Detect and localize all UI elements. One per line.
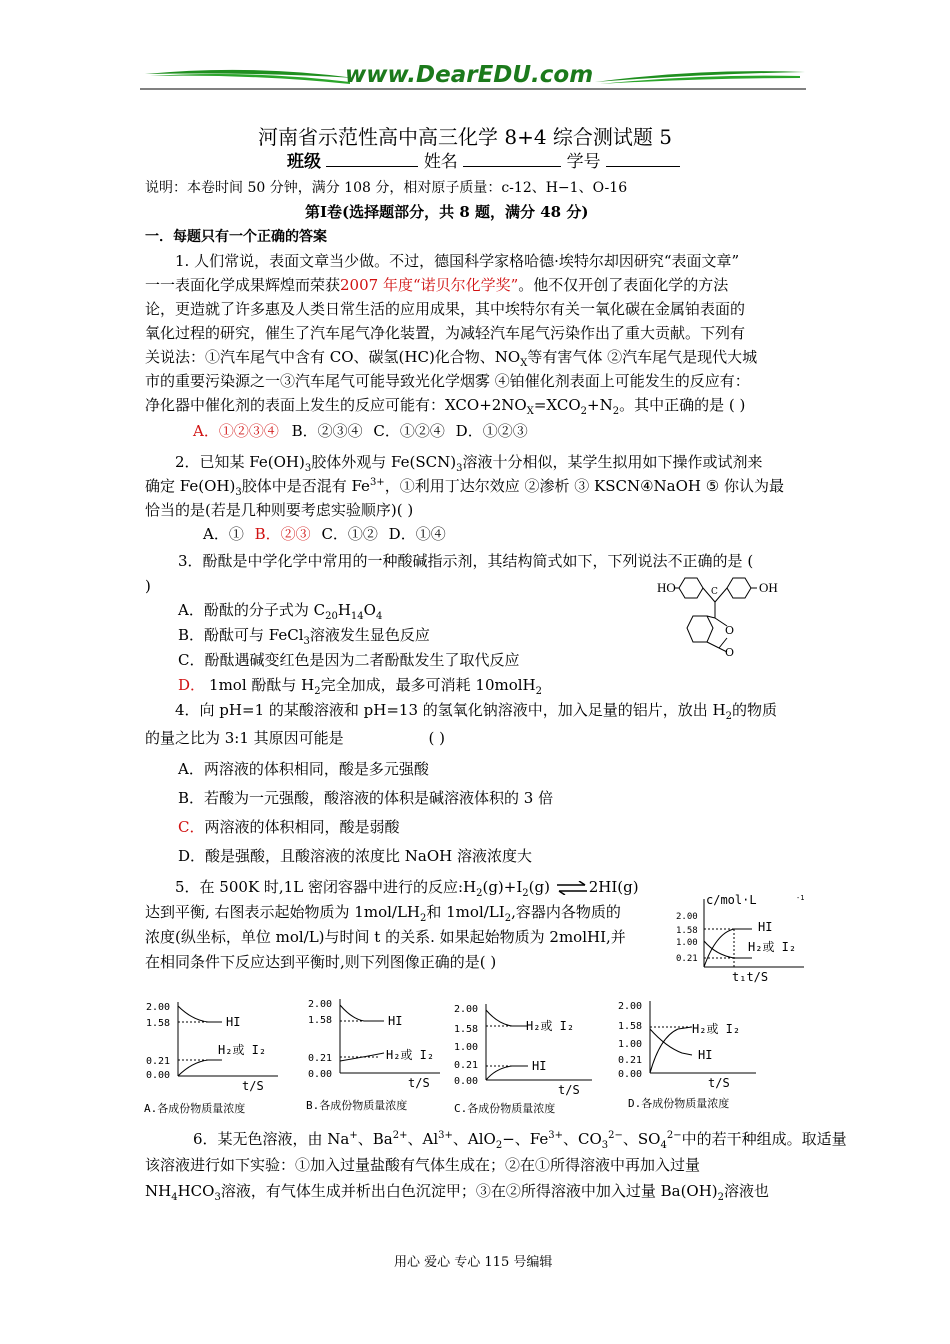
- q1-line1: 1. 人们常说，表面文章当少做。不过，德国科学家格哈德·埃特尔却因研究“表面文章”: [175, 252, 740, 270]
- tick-label: 1.00: [618, 1039, 643, 1050]
- q5-text: (g)+I: [482, 878, 523, 896]
- q6-text: 、Al: [407, 1130, 439, 1148]
- q3-text: A．酚酞的分子式为 C: [178, 601, 326, 619]
- graph-y-title: c/mol·L: [706, 893, 757, 907]
- q2-line1: 2．已知某 $Fe(OH)_3$胶体外观与 $Fe(SCN)_3$溶液十分相似，某学生拟用如下操作或试剂来: [175, 453, 763, 474]
- q1-text: =XCO: [533, 396, 581, 414]
- tick-label: 1.00: [676, 938, 698, 948]
- q4-option-c: [178, 816, 400, 838]
- tick-label: 2.00: [308, 999, 333, 1010]
- graph-x-label: t/S: [242, 1079, 264, 1093]
- q4-option-b: B．若酸为一元强酸，酸溶液的体积是碱溶液体积的 3 倍: [178, 789, 554, 807]
- equilibrium-arrow-icon: [555, 881, 589, 895]
- class-label: 班级: [287, 152, 321, 172]
- struct-ho: HO: [657, 580, 676, 595]
- tick-label: 0.21: [454, 1060, 479, 1071]
- svg-text:C: C: [711, 587, 718, 597]
- q3-text: 4: [375, 611, 383, 622]
- page-footer: 用心 爱心 专心 115 号编辑: [394, 1255, 553, 1270]
- q5-text: (g): [528, 878, 550, 896]
- q2-text: 胶体外观与 Fe(SCN): [311, 453, 457, 471]
- q6-line1: 6．某无色溶液，由 Na+、$Ba^{2+}$、$Al^{3+}$、AlO$_2$−、$Fe^{3+}$、$CO_3^{2-}$、$SO_4^{2-}$中的若干种组成。取适量: [193, 1130, 847, 1151]
- q1-text: 净化器中催化剂的表面上发生的反应可能有：XCO+2NO: [145, 396, 527, 414]
- q2-line2: 确定 $Fe(OH)_3$胶体中是否混有 $Fe^{3+}$，①利用丁达尔效应 ②渗析 ③ KSCN④NaOH ⑤ 你认为最: [145, 477, 784, 498]
- tick-label: 1.58: [146, 1018, 171, 1029]
- q5-option-graph-a: [142, 998, 292, 1116]
- subscript-2: 2: [580, 406, 587, 417]
- q4-answer-paren: ( ): [428, 729, 445, 747]
- graph-x-label: t/S: [408, 1076, 430, 1090]
- struct-oh: OH: [759, 580, 778, 595]
- name-label: 姓名: [423, 152, 458, 172]
- tick-label: 0.21: [308, 1053, 333, 1064]
- q3-option-d: D． 1mol 酚酞与 $H_2$完全加成，最多可消耗 10molH$_2$: [178, 676, 542, 697]
- q3-text: B．酚酞可与 FeCl: [178, 626, 304, 644]
- q3-option-c: C．酚酞遇碱变红色是因为二者酚酞发生了取代反应: [178, 651, 520, 669]
- tick-label: 0.21: [146, 1056, 171, 1067]
- series-label-lower: H₂或 I₂: [386, 1048, 435, 1062]
- q4-text: 的量之比为 3:1 其原因可能是: [145, 729, 344, 747]
- q3-text: 14: [350, 611, 364, 622]
- q3-text: 完全加成，最多可消耗 10molH: [320, 676, 536, 694]
- series-label-h2-i2: H₂或 I₂: [748, 940, 797, 954]
- tick-label: 0.21: [618, 1055, 643, 1066]
- graph-caption: C.各成份物质量浓度: [454, 1102, 556, 1115]
- tick-label: 1.58: [676, 926, 698, 936]
- q1-line2: [145, 274, 728, 296]
- q6-text: 6．某无色溶液，由 Na: [193, 1130, 350, 1148]
- graph-caption: B.各成份物质量浓度: [306, 1099, 408, 1112]
- q2-line3: 恰当的是(若是几种则要考虑实验顺序)( ): [145, 501, 414, 519]
- q6-text: 溶液也: [724, 1182, 770, 1200]
- series-label-lower: HI: [532, 1059, 547, 1073]
- q1-text: 等有害气体 ②汽车尾气是现代大城: [527, 348, 758, 366]
- tick-label: 2.00: [454, 1004, 479, 1015]
- q1-text: 。其中正确的是 ( ): [619, 396, 746, 414]
- name-blank: [463, 166, 561, 167]
- q1-line7: [145, 394, 745, 416]
- tick-label: 0.00: [308, 1069, 333, 1080]
- q3-option-b: B．酚酞可与 FeCl$_3$溶液发生显色反应: [178, 626, 430, 647]
- q5-option-graph-b: [304, 995, 454, 1113]
- q6-text: 、CO: [563, 1130, 602, 1148]
- tick-label: 1.58: [454, 1024, 479, 1035]
- graph-y-title-sup: -1: [796, 894, 805, 902]
- tick-label: 2.00: [676, 912, 698, 922]
- tick-label: 1.58: [308, 1015, 333, 1026]
- part-heading: 一．每题只有一个正确的答案: [145, 229, 327, 245]
- tick-label: 0.21: [676, 954, 698, 964]
- q3-line1: 3．酚酞是中学化学中常用的一种酸碱指示剂，其结构简式如下，下列说法不正确的是 (: [178, 552, 754, 570]
- q1-options: [193, 420, 528, 442]
- q2-option-a: A．①: [203, 525, 244, 543]
- series-label-upper: H₂或 I₂: [526, 1019, 575, 1033]
- q6-line2: 该溶液进行如下实验：①加入过量盐酸有气体生成在；②在①所得溶液中再加入过量: [145, 1156, 701, 1174]
- q5-line4: 在相同条件下反应达到平衡时,则下列图像正确的是( ): [145, 953, 497, 971]
- q5-option-graph-c: [452, 1000, 602, 1118]
- instructions: 说明：本卷时间 50 分钟，满分 108 分，相对原子质量：c-12、H−1、O-16: [145, 180, 628, 196]
- q2-option-b: B．②③: [254, 525, 311, 543]
- series-label-lower: H₂或 I₂: [218, 1043, 267, 1057]
- q2-text: ，①利用丁达尔效应 ②渗析 ③ KSCN④NaOH ⑤ 你认为最: [384, 477, 784, 495]
- tick-label: 2.00: [146, 1002, 171, 1013]
- q6-text: 中的若干种组成。取适量: [681, 1130, 847, 1148]
- svg-text:O: O: [725, 624, 735, 637]
- q6-text: −、Fe: [502, 1130, 549, 1148]
- q3-option-a: [178, 599, 382, 621]
- q6-text: 溶液，有气体生成并析出白色沉淀甲；③在②所得溶液中加入过量 Ba(OH): [220, 1182, 718, 1200]
- q2-text: 确定 Fe(OH): [145, 477, 236, 495]
- q6-text: 、AlO: [452, 1130, 496, 1148]
- q3-line2: ): [145, 577, 151, 595]
- graph-caption: D.各成份物质量浓度: [628, 1097, 730, 1110]
- q6-line3: $NH_4HCO_3$溶液，有气体生成并析出白色沉淀甲；③在②所得溶液中加入过量 $Ba(OH)_2$溶液也: [145, 1182, 770, 1203]
- series-label-upper: HI: [388, 1014, 403, 1028]
- series-label-upper: H₂或 I₂: [692, 1022, 741, 1036]
- tick-label: 1.00: [454, 1042, 479, 1053]
- number-label: 学号: [566, 152, 601, 172]
- graph-x-label: t/S: [708, 1076, 730, 1090]
- graph-caption: A.各成份物质量浓度: [144, 1102, 246, 1115]
- graph-x-label: t/S: [558, 1083, 580, 1097]
- q6-text: 、SO: [622, 1130, 661, 1148]
- q3-text: H: [337, 601, 351, 619]
- tick-label: 0.00: [454, 1076, 479, 1087]
- q1-option-a: A．①②③④: [193, 422, 279, 440]
- q5-text: ,容器内各物质的: [511, 903, 621, 921]
- q3-text: O: [363, 601, 376, 619]
- q6-text: NH: [145, 1182, 172, 1200]
- q3-option-d-label: D．: [178, 676, 206, 694]
- q4-line1: 4．向 pH=1 的某酸溶液和 pH=13 的氢氧化钠溶液中，加入足量的铝片，放出 $H_2$的物质: [175, 701, 777, 722]
- series-label-upper: HI: [226, 1015, 241, 1029]
- q1-line3: 论，更造就了许多惠及人类日常生活的应用成果，其中埃特尔有关一氧化碳在金属铂表面的: [145, 300, 746, 318]
- q1-text: +N: [587, 396, 613, 414]
- q5-text: 2HI(g): [588, 878, 639, 896]
- q2-options-rest: C．①② D．①④: [321, 525, 446, 543]
- q5-text: 5．在 500K 时,1L 密闭容器中进行的反应:H: [175, 878, 477, 896]
- student-info-line: [287, 151, 680, 173]
- tick-label: 0.00: [618, 1069, 643, 1080]
- class-blank: [326, 166, 418, 167]
- nobel-prize-highlight: 2007 年度“诺贝尔化学奖”: [340, 276, 519, 294]
- q5-text: 达到平衡, 右图表示起始物质为 1mol/LH: [145, 903, 420, 921]
- graph-x-label: t₁t/S: [732, 970, 769, 983]
- q1-text: 。他不仅开创了表面化学的方法: [518, 276, 729, 294]
- q5-reference-graph: [672, 893, 812, 983]
- q4-text: 两溶液的体积相同，酸是弱酸: [204, 818, 400, 836]
- logo-text: www.DearEDU.com: [345, 62, 594, 88]
- q4-option-a: A．两溶液的体积相同，酸是多元强酸: [178, 760, 429, 778]
- header-logo: [140, 60, 810, 100]
- tick-label: 1.58: [618, 1021, 643, 1032]
- q5-line1: 5．在 500K 时,1L 密闭容器中进行的反应$:H_2(g)+I_2(g)$ 2HI(g): [175, 878, 639, 899]
- number-blank: [606, 166, 680, 167]
- series-label-lower: HI: [698, 1048, 713, 1062]
- q1-line6: 市的重要污染源之一③汽车尾气可能导致光化学烟雾 ④铂催化剂表面上可能发生的反应有：: [145, 372, 750, 390]
- subscript-2: 2: [612, 406, 620, 417]
- q1-text: 关说法：①汽车尾气中含有 CO、碳氢(HC)化合物、NO: [145, 348, 521, 366]
- page-title: 河南省示范性高中高三化学 8+4 综合测试题 5: [258, 125, 673, 149]
- subscript-x: X: [526, 406, 534, 417]
- q4-text: 的物质: [731, 701, 777, 719]
- q4-text: 4．向 pH=1 的某酸溶液和 pH=13 的氢氧化钠溶液中，加入足量的铝片，放出 H: [175, 701, 726, 719]
- q5-line2: 达到平衡, 右图表示起始物质为 $1mol/LH_2$和 $1mol/LI_2$,容器内各物质的: [145, 903, 621, 924]
- q2-options: [203, 523, 446, 545]
- section-title: 第Ⅰ卷(选择题部分，共 8 题，满分 48 分): [305, 203, 589, 221]
- q1-options-rest: B．②③④ C．①②④ D．①②③: [291, 422, 528, 440]
- q3-text: 20: [325, 611, 338, 622]
- q1-line5: [145, 346, 757, 368]
- q1-line4: 氧化过程的研究，催生了汽车尾气净化装置，为减轻汽车尾气污染作出了重大贡献。下列有: [145, 324, 746, 342]
- q6-text: 、Ba: [357, 1130, 393, 1148]
- phenolphthalein-structure: [655, 572, 785, 660]
- q4-option-c-label: C．: [178, 818, 205, 836]
- q2-text: 2．已知某 Fe(OH): [175, 453, 305, 471]
- q4-line2: [145, 727, 445, 749]
- tick-label: 0.00: [146, 1070, 171, 1081]
- q2-text: 溶液十分相似，某学生拟用如下操作或试剂来: [462, 453, 763, 471]
- q1-text: 一一表面化学成果辉煌而荣获: [145, 276, 341, 294]
- q2-text: 胶体中是否混有 Fe: [241, 477, 370, 495]
- q6-text: HCO: [177, 1182, 215, 1200]
- q4-option-d: D．酸是强酸，且酸溶液的浓度比 NaOH 溶液浓度大: [178, 847, 533, 865]
- q3-text: 溶液发生显色反应: [309, 626, 430, 644]
- q3-text: 1mol 酚酞与 H: [209, 676, 315, 694]
- tick-label: 2.00: [618, 1001, 643, 1012]
- svg-text:O: O: [725, 646, 735, 659]
- q5-text: 和 1mol/LI: [426, 903, 505, 921]
- series-label-hi: HI: [758, 920, 773, 934]
- q5-option-graph-d: [616, 997, 766, 1115]
- subscript-x: X: [520, 358, 528, 369]
- q5-line3: 浓度(纵坐标，单位 mol/L)与时间 t 的关系. 如果起始物质为 2molHI,并: [145, 928, 626, 946]
